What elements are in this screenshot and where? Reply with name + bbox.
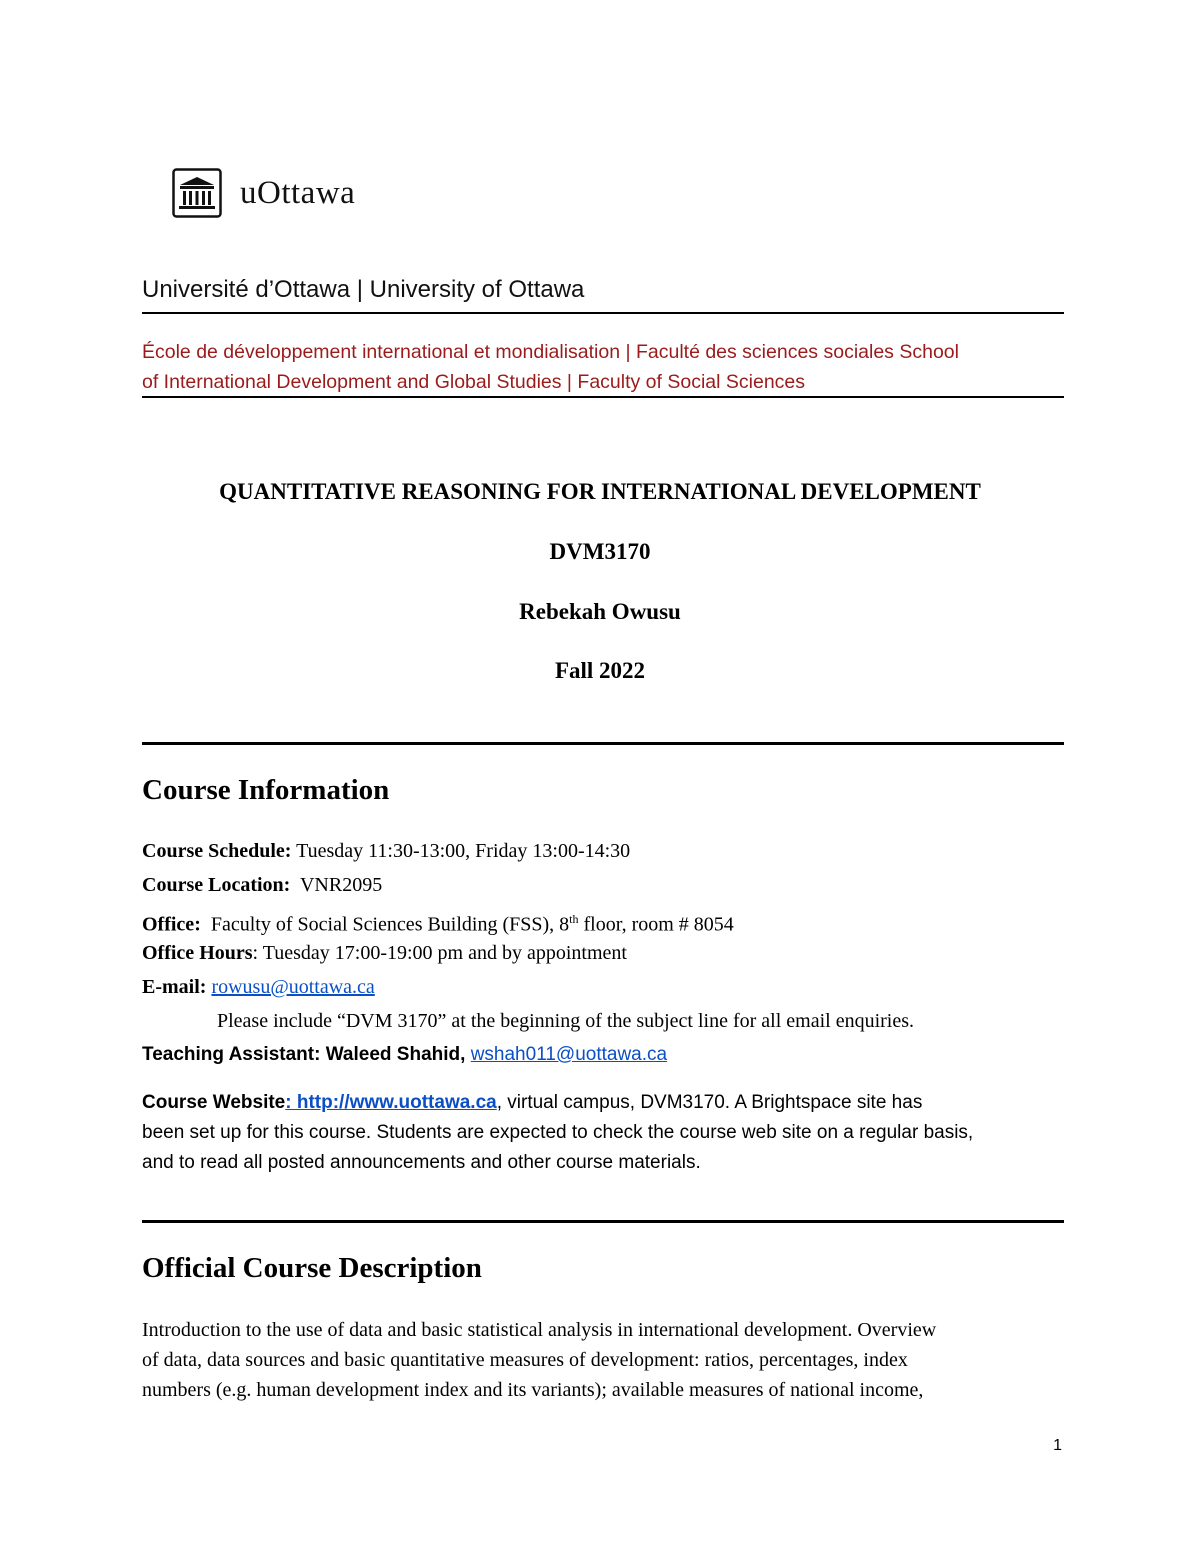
- office-value-sup: th: [569, 912, 579, 926]
- description-line-3: numbers (e.g. human development index and its variants); available measures of national income,: [142, 1379, 924, 1401]
- schedule-label: Course Schedule:: [142, 840, 292, 862]
- school-line-1: École de développement international et mondialisation | Faculté des sciences sociales School: [142, 341, 959, 363]
- website-label: Course Website: [142, 1092, 286, 1113]
- university-name: Université d’Ottawa | University of Ottawa: [142, 276, 585, 303]
- course-title: QUANTITATIVE REASONING FOR INTERNATIONAL DEVELOPMENT: [219, 479, 981, 504]
- course-location: [142, 868, 382, 902]
- header-divider: [142, 312, 1064, 314]
- schedule-value: Tuesday 11:30-13:00, Friday 13:00-14:30: [296, 840, 631, 862]
- office-hours-label: Office Hours: [142, 942, 253, 964]
- email-note: Please include “DVM 3170” at the beginning of the subject line for all email enquiries.: [217, 1010, 915, 1032]
- ta-email-link[interactable]: wshah011@uottawa.ca: [470, 1044, 668, 1065]
- course-term: Fall 2022: [554, 658, 646, 683]
- location-label: Course Location:: [142, 874, 291, 896]
- website-line-1: [142, 1088, 1064, 1118]
- website-line-3: and to read all posted announcements and other course materials.: [142, 1152, 701, 1173]
- office-hours: [142, 936, 627, 970]
- office-hours-value: : Tuesday 17:00-19:00 pm and by appointment: [252, 942, 627, 964]
- description-line-1: Introduction to the use of data and basic statistical analysis in international development. Overview: [142, 1319, 937, 1341]
- school-name: [142, 337, 1064, 397]
- section-divider-2: [142, 1220, 1064, 1223]
- instructor-name: Rebekah Owusu: [519, 599, 681, 624]
- course-code: DVM3170: [549, 539, 651, 564]
- uottawa-logo: [172, 168, 355, 218]
- email-label: E-mail:: [142, 976, 207, 998]
- website-line-1-rest: , virtual campus, DVM3170. A Brightspace site has: [496, 1092, 923, 1113]
- course-description: [142, 1315, 1064, 1405]
- school-divider: [142, 396, 1064, 398]
- course-description-heading: Official Course Description: [142, 1252, 482, 1284]
- course-schedule: [142, 834, 630, 868]
- page-number: 1: [1053, 1437, 1062, 1454]
- section-divider: [142, 742, 1064, 745]
- website-line-2: been set up for this course. Students are expected to check the course web site on a regular basis,: [142, 1122, 974, 1143]
- university-building-icon: [172, 168, 222, 218]
- ta-name: Waleed Shahid,: [325, 1044, 466, 1065]
- website-link[interactable]: : http://www.uottawa.ca: [285, 1092, 497, 1113]
- office-value-post: floor, room # 8054: [578, 913, 734, 936]
- email-info: [142, 970, 375, 1004]
- course-website: [142, 1088, 1064, 1178]
- logo-text: uOttawa: [240, 174, 356, 211]
- course-information-heading: Course Information: [142, 774, 390, 806]
- school-line-2: of International Development and Global Studies | Faculty of Social Sciences: [142, 371, 806, 393]
- location-value: VNR2095: [299, 874, 383, 896]
- description-line-2: of data, data sources and basic quantitative measures of development: ratios, percentages, index: [142, 1349, 908, 1371]
- office-label: Office:: [142, 913, 201, 936]
- teaching-assistant: [142, 1038, 667, 1072]
- instructor-email-link[interactable]: rowusu@uottawa.ca: [211, 976, 375, 998]
- ta-label: Teaching Assistant:: [142, 1044, 321, 1065]
- office-value-pre: Faculty of Social Sciences Building (FSS), 8: [210, 913, 570, 936]
